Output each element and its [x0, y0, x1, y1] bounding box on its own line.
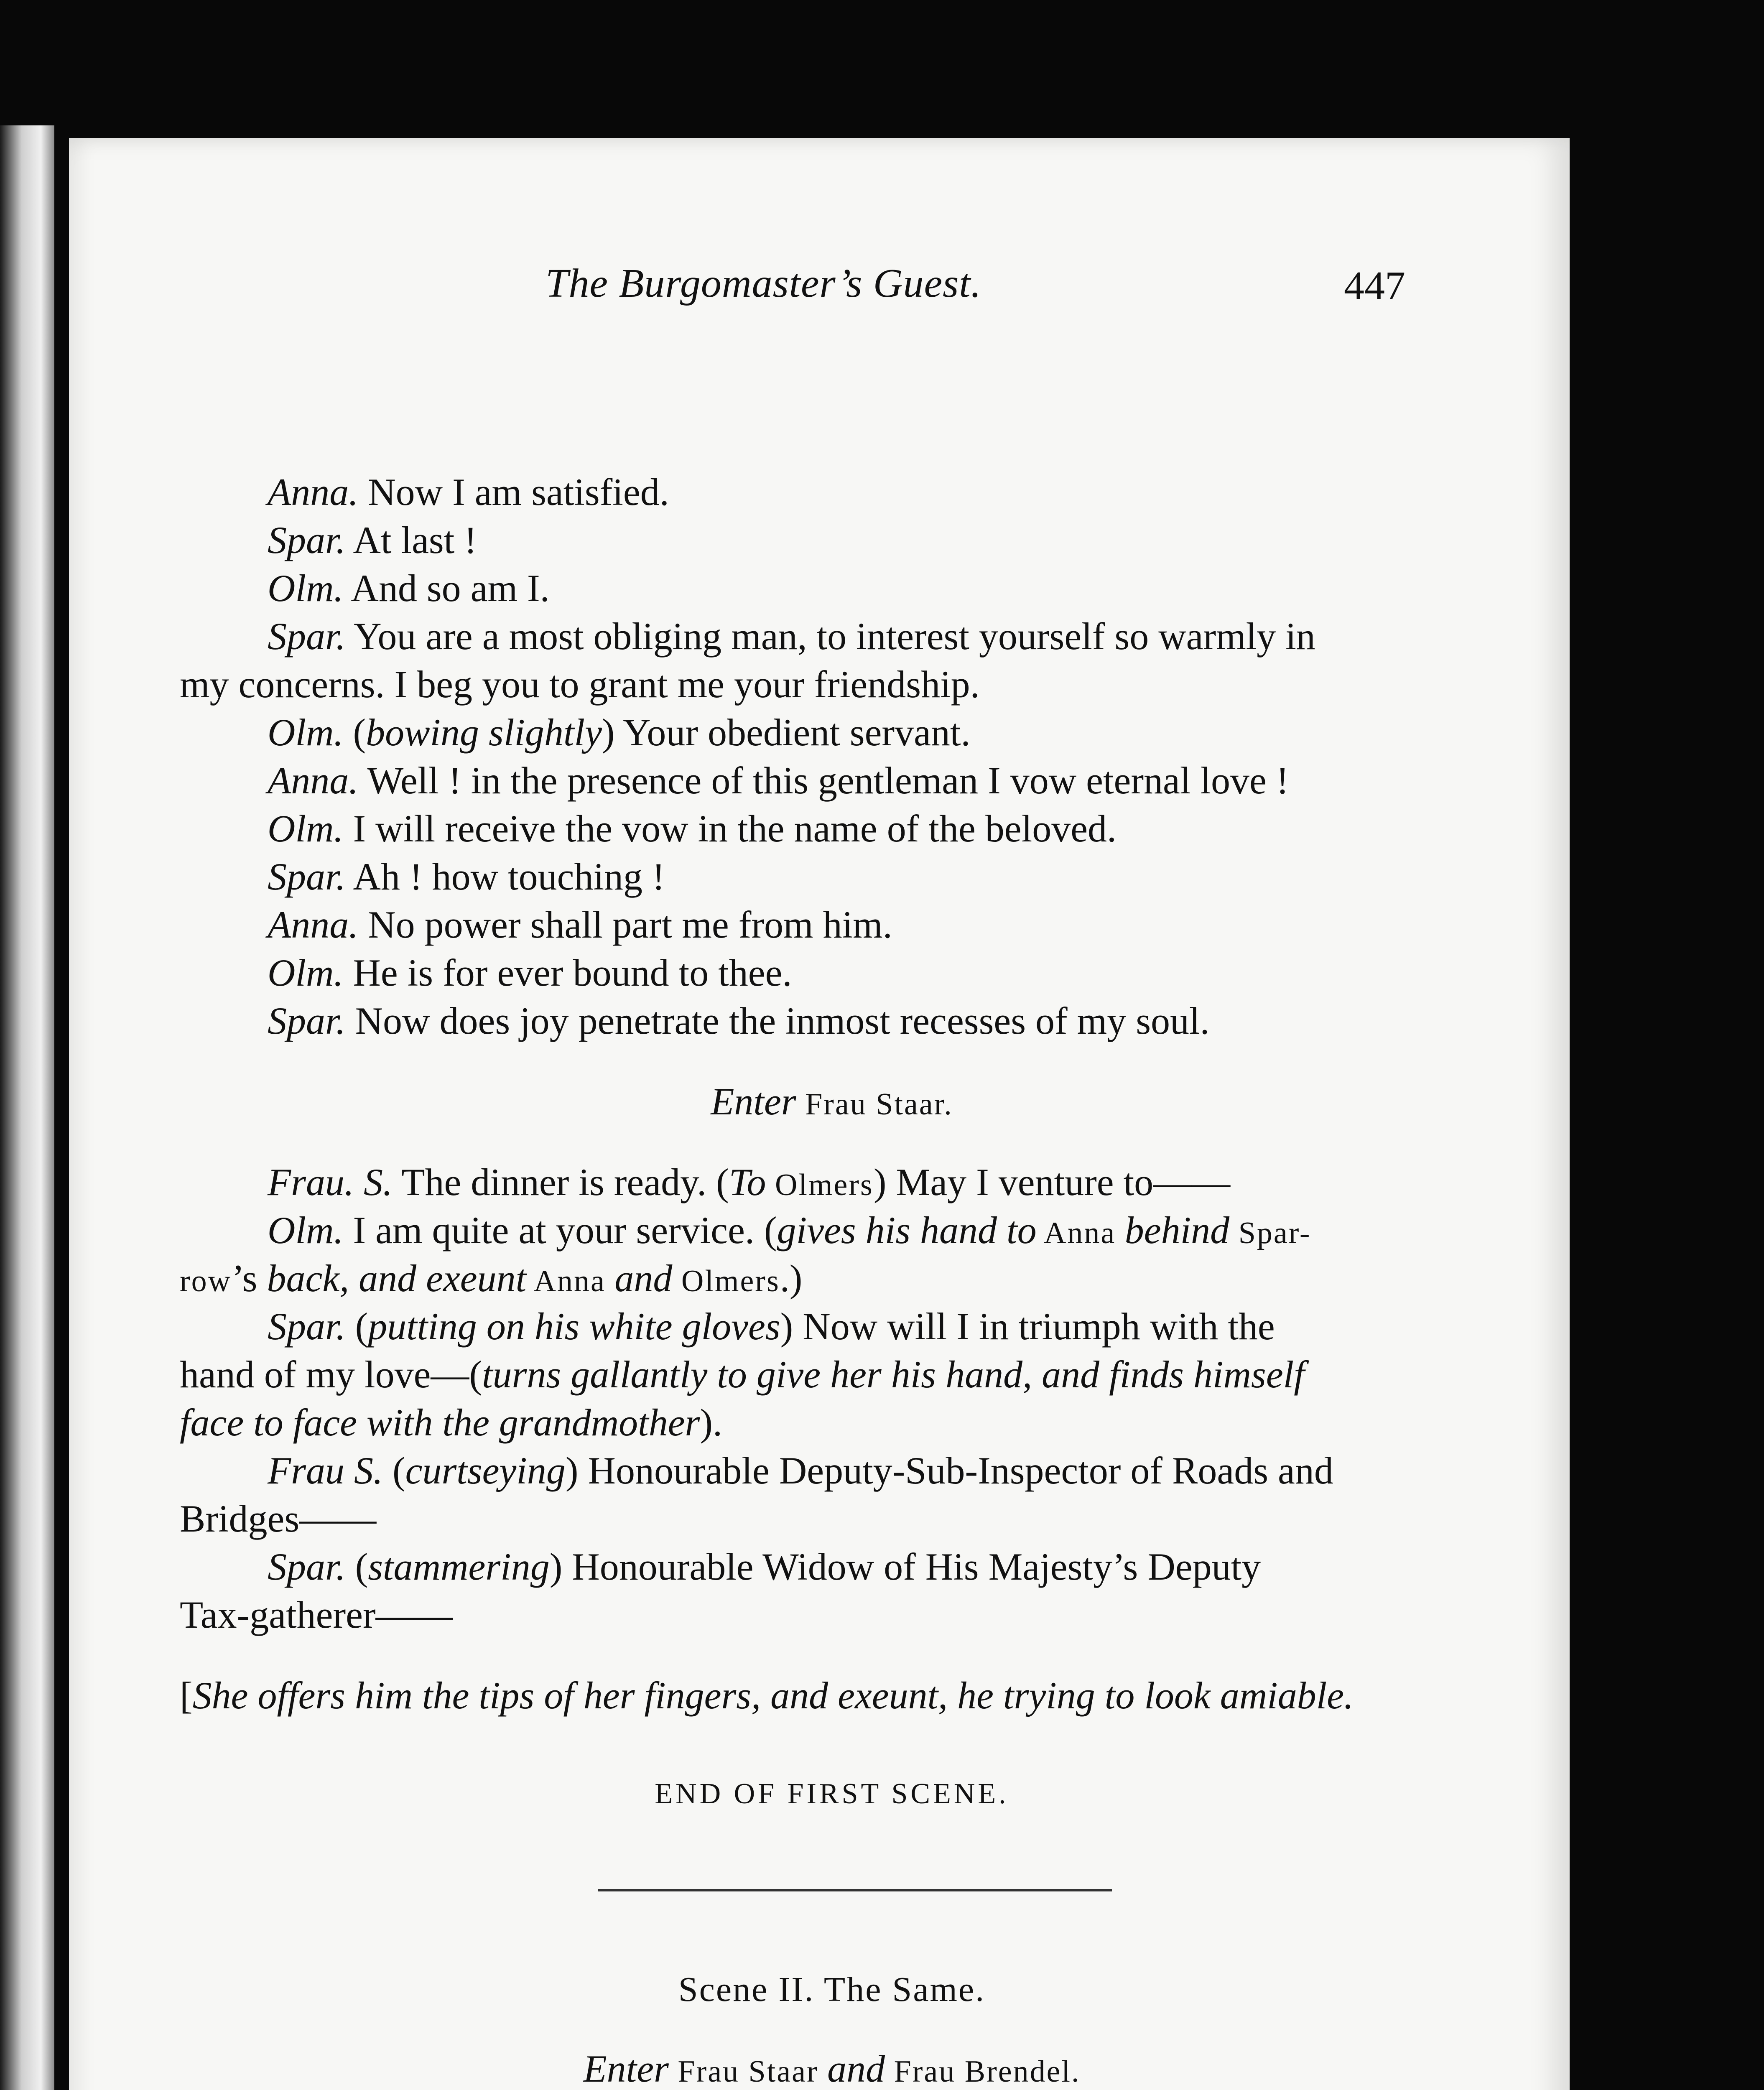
speaker: Anna.: [268, 903, 359, 946]
play-text: [180, 468, 1484, 2090]
speech: Bridges——: [180, 1497, 377, 1540]
speech: Your obedient servant.: [614, 711, 971, 754]
character-name: row: [180, 1264, 232, 1298]
speech: .): [780, 1257, 803, 1300]
speech: ).: [700, 1401, 722, 1444]
dialogue-line: [180, 853, 1484, 901]
speaker: Olm.: [268, 807, 344, 850]
dialogue-line: [180, 709, 1484, 757]
speech: hand of my love—(: [180, 1353, 482, 1396]
speaker: Spar.: [268, 1545, 346, 1588]
speaker: Olm.: [268, 1209, 344, 1251]
entrance-direction: [180, 2045, 1484, 2090]
speech: The dinner is ready. (: [393, 1161, 729, 1203]
speech: ) Honourable Widow of His Majesty’s Deputy: [549, 1545, 1261, 1588]
dialogue-line: [180, 1351, 1484, 1399]
running-title: The Burgomaster’s Guest.: [546, 261, 982, 306]
speaker: Frau. S.: [268, 1161, 393, 1203]
divider-rule: [598, 1889, 1112, 1891]
dialogue-line: [180, 468, 1484, 516]
dialogue-line: [180, 1495, 1484, 1543]
stage-direction: curtseying: [405, 1449, 566, 1492]
end-of-scene: END OF FIRST SCENE.: [655, 1778, 1009, 1810]
book-page: [69, 138, 1570, 2090]
dialogue-line: [180, 516, 1484, 564]
speaker: Spar.: [268, 519, 346, 561]
stage-direction: and: [614, 1257, 673, 1300]
dialogue-line: [180, 1158, 1484, 1206]
speech: He is for ever bound to thee.: [343, 951, 792, 994]
entrance-direction: [180, 1078, 1484, 1126]
dialogue-line: [180, 564, 1484, 612]
paren-open: (: [345, 1305, 368, 1348]
scene-title: Scene II. The Same.: [678, 1970, 986, 2009]
paren-open: (: [343, 711, 366, 754]
speaker: Frau S.: [268, 1449, 383, 1492]
stage-direction: face to face with the grandmother: [180, 1401, 700, 1444]
stage-direction: She offers him the tips of her fingers, and exeunt, he trying to look amiable.: [192, 1674, 1354, 1717]
speech: At last !: [345, 519, 477, 561]
character-name: Frau Staar: [668, 2054, 828, 2089]
bracket: [: [180, 1674, 193, 1717]
speaker: Spar.: [268, 999, 346, 1042]
dialogue-line: [180, 1254, 1484, 1302]
scene-divider: [180, 1868, 1484, 1914]
speech: No power shall part me from him.: [358, 903, 892, 946]
speech: ’s: [232, 1257, 267, 1300]
speech: my concerns. I beg you to grant me your friendship.: [180, 663, 980, 706]
dialogue-line: [180, 1206, 1484, 1254]
speech: Well ! in the presence of this gentleman I vow eternal love !: [358, 759, 1289, 802]
character-name: Olmers: [672, 1264, 780, 1298]
dialogue-line: [180, 997, 1484, 1045]
scene-heading: [180, 1964, 1484, 2012]
paren-open: (: [383, 1449, 405, 1492]
paren-close: ): [602, 711, 615, 754]
dialogue-line: [180, 1399, 1484, 1447]
stage-direction: turns gallantly to give her his hand, and finds himself: [482, 1353, 1305, 1396]
paren-open: (: [345, 1545, 368, 1588]
stage-direction: stammering: [368, 1545, 550, 1588]
dialogue-line: [180, 660, 1484, 709]
stage-direction: putting on his white gloves: [368, 1305, 780, 1348]
dialogue-line: [180, 1543, 1484, 1591]
speech: Now does joy penetrate the inmost recesses of my soul.: [345, 999, 1210, 1042]
speaker: Spar.: [268, 1305, 346, 1348]
page-header: [69, 260, 1570, 310]
speech: Now I am satisfied.: [358, 471, 669, 513]
speaker: Spar.: [268, 855, 346, 898]
speech: Tax-gatherer——: [180, 1593, 453, 1636]
dialogue-line: [180, 1302, 1484, 1351]
conjunction: and: [827, 2047, 885, 2090]
stage-direction: behind: [1124, 1209, 1230, 1251]
exit-direction: [180, 1672, 1484, 1720]
dialogue-line: [180, 949, 1484, 997]
speech: Ah ! how touching !: [345, 855, 665, 898]
speaker: Spar.: [268, 615, 346, 658]
character-name: Anna: [1036, 1216, 1125, 1250]
stage-direction: gives his hand to: [777, 1209, 1037, 1251]
speaker: Anna.: [268, 759, 359, 802]
dialogue-line: [180, 612, 1484, 660]
speech: I will receive the vow in the name of the beloved.: [343, 807, 1117, 850]
stage-direction: back, and exeunt: [267, 1257, 527, 1300]
character-name: Anna: [526, 1264, 615, 1298]
stage-direction: bowing slightly: [366, 711, 602, 754]
enter-word: Enter: [711, 1080, 796, 1123]
dialogue-line: [180, 757, 1484, 805]
speech: And so am I.: [343, 567, 550, 609]
speech: You are a most obliging man, to interest yourself so warmly in: [345, 615, 1315, 658]
speaker: Anna.: [268, 471, 359, 513]
character-name: Spar-: [1229, 1216, 1311, 1250]
speech: I am quite at your service. (: [343, 1209, 777, 1251]
dialogue-line: [180, 901, 1484, 949]
speaker: Olm.: [268, 567, 344, 609]
speech: ) Honourable Deputy-Sub-Inspector of Roads and: [565, 1449, 1333, 1492]
character-names: Frau Staar.: [796, 1087, 953, 1121]
enter-word: Enter: [583, 2047, 669, 2090]
page-number: 447: [1344, 263, 1405, 308]
facing-page-edge: [0, 125, 54, 2090]
dialogue-line: [180, 1591, 1484, 1639]
stage-direction: To: [729, 1161, 766, 1203]
speaker: Olm.: [268, 951, 344, 994]
dialogue-line: [180, 1447, 1484, 1495]
character-name: Frau Brendel.: [885, 2054, 1081, 2089]
speech: ) Now will I in triumph with the: [780, 1305, 1275, 1348]
dialogue-line: [180, 805, 1484, 853]
speech: ) May I venture to——: [873, 1161, 1231, 1203]
character-name: Olmers: [766, 1168, 874, 1202]
speaker: Olm.: [268, 711, 344, 754]
